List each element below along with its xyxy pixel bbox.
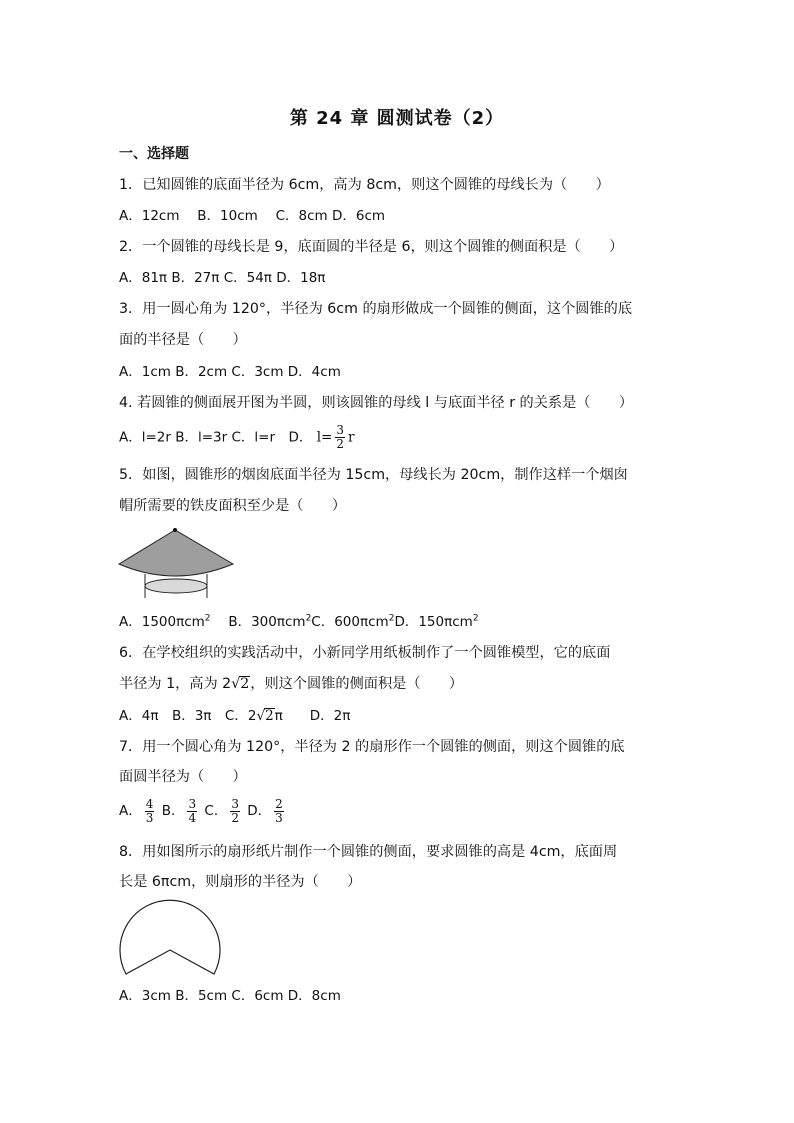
question-8-stem-line-2: 长是 6πcm，则扇形的半径为（ ） [119,874,362,890]
question-6-stem-text: ，则这个圆锥的侧面积是（ ） [250,676,464,692]
superscript: 2 [305,613,312,624]
sector-paper-figure [117,898,223,982]
superscript: 2 [472,613,479,624]
sqrt-sign: √ [256,708,266,724]
question-6-stem-line-2 [119,674,689,694]
fraction-denominator: 2 [231,810,239,825]
option-c-fraction [230,798,240,825]
option-a-fraction [145,798,155,825]
question-3-stem-line-1: 3．用一圆心角为 120°，半径为 6cm 的扇形做成一个圆锥的侧面，这个圆锥的底 [119,301,633,317]
question-5-option-a: A．1500πcm [119,614,205,630]
cone-apex [173,528,177,532]
fraction-numerator: 2 [275,796,283,811]
question-7-stem-line-2: 面圆半径为（ ） [119,769,247,785]
question-4-option-d-lhs: l= [316,429,333,446]
question-4-options-abc: A．l=2r B．l=3r C．l=r D． [119,429,313,446]
fraction-numerator: 3 [336,423,344,437]
question-4-stem: 4. 若圆锥的侧面展开图为半圆，则该圆锥的母线 l 与底面半径 r 的关系是（ ） [119,395,634,411]
question-5-option-c: C．600πcm [311,614,389,630]
sector-shape [120,900,220,974]
question-8-stem-line-1: 8．用如图所示的扇形纸片制作一个圆锥的侧面，要求圆锥的高是 4cm，底面周 [119,844,618,860]
question-5-stem-line-1: 5．如图，圆锥形的烟囱底面半径为 15cm，母线长为 20cm，制作这样一个烟囱 [119,467,628,483]
sqrt-sign: √ [231,676,241,692]
question-4-options [119,424,689,451]
page-title: 第 24 章 圆测试卷（2） [289,108,505,129]
superscript: 2 [388,613,395,624]
question-4-option-d-fraction [335,424,345,451]
option-label: B． [161,803,185,819]
radicand: 2 [240,676,250,692]
question-2-stem: 2．一个圆锥的母线长是 9，底面圆的半径是 6，则这个圆锥的侧面积是（ ） [119,239,624,255]
section-heading: 一、选择题 [119,146,189,162]
question-5-option-b: B．300πcm [214,614,306,630]
cone-cap [119,530,233,576]
question-4-option-d-rhs: r [348,429,355,446]
option-label: C． [204,803,228,819]
question-8-options: A．3cm B．5cm C．6cm D．8cm [119,988,341,1004]
option-label: D． [247,803,272,819]
question-3-stem-line-2: 面的半径是（ ） [119,332,247,348]
question-2-options: A．81π B．27π C．54π D．18π [119,270,326,286]
question-5-stem-line-2: 帽所需要的铁皮面积至少是（ ） [119,498,347,514]
question-6-stem-line-1: 6．在学校组织的实践活动中，小新同学用纸板制作了一个圆锥模型，它的底面 [119,645,611,661]
question-5-options [119,612,689,632]
chimney-ellipse [145,579,207,593]
fraction-denominator: 2 [336,437,344,451]
question-1-stem: 1．已知圆锥的底面半径为 6cm，高为 8cm，则这个圆锥的母线长为（ ） [119,177,610,193]
option-d-fraction [274,798,284,825]
question-1-options: A．12cm B．10cm C．8cm D．6cm [119,208,386,224]
fraction-numerator: 3 [231,796,239,811]
question-6-options [119,706,689,726]
superscript: 2 [204,613,211,624]
chimney-cap-figure [117,526,239,602]
question-3-options: A．1cm B．2cm C．3cm D．4cm [119,364,341,380]
question-6-options-tail: π D．2π [274,708,351,724]
option-b-fraction [187,798,197,825]
question-6-stem-text: 半径为 1，高为 2 [119,676,232,692]
fraction-denominator: 3 [275,810,283,825]
option-label: A． [119,803,142,819]
fraction-denominator: 4 [188,810,197,825]
question-7-stem-line-1: 7．用一个圆心角为 120°，半径为 2 的扇形作一个圆锥的侧面，则这个圆锥的底 [119,739,625,755]
fraction-numerator: 3 [188,796,197,811]
question-6-options-abc: A．4π B．3π C．2 [119,708,257,724]
radicand: 2 [265,708,274,724]
fraction-numerator: 4 [145,796,154,811]
fraction-denominator: 3 [145,810,154,825]
question-7-options [119,796,689,826]
question-5-option-d: D．150πcm [394,614,473,630]
